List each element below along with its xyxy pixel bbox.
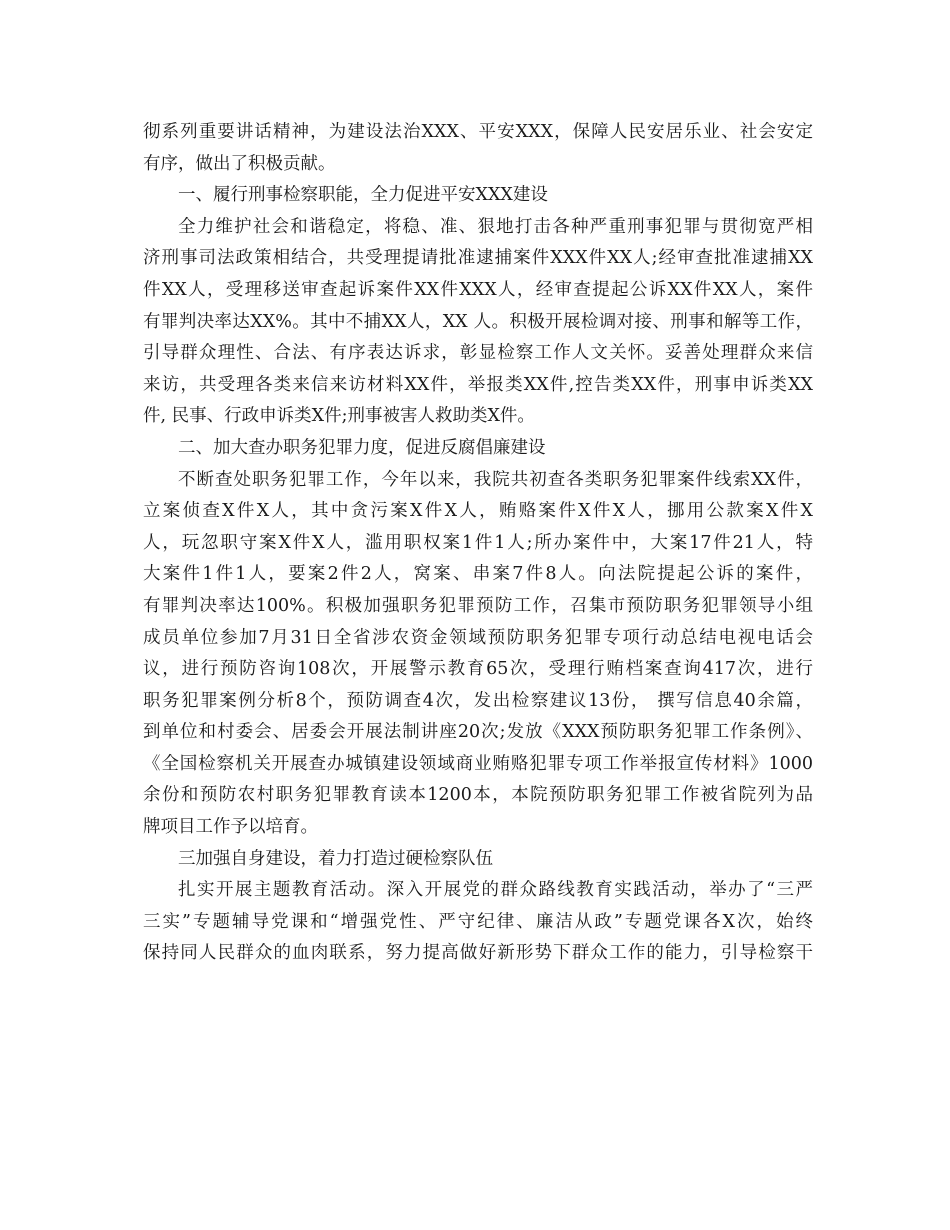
text-line: 三加强自身建设，着力打造过硬检察队伍 [178,848,493,869]
text-line: 济刑事司法政策相结合，共受理提请批准逮捕案件XXX件XX人;经审查批准逮捕XX [143,248,813,269]
text-line: 立案侦查X件X人，其中贪污案X件X人，贿赂案件X件X人，挪用公款案X件X [143,501,813,522]
text-line: 二、加大查办职务犯罪力度，促进反腐倡廉建设 [178,437,546,458]
text-line: 全力维护社会和谐稳定，将稳、准、狠地打击各种严重刑事犯罪与贯彻宽严相 [178,216,813,237]
text-line: 彻系列重要讲话精神，为建设法治XXX、平安XXX，保障人民安居乐业、社会安定 [143,122,813,142]
text-line: 一、履行刑事检察职能，全力促进平安XXX建设 [178,185,548,206]
text-line: 人，玩忽职守案X件X人，滥用职权案1件1人;所办案件中，大案17件21人，特 [143,532,813,553]
text-line: 成员单位参加7月31日全省涉农资金领域预防职务犯罪专项行动总结电视电话会 [143,627,813,648]
text-line: 件XX人，受理移送审查起诉案件XX件XXX人，经审查提起公诉XX件XX人，案件 [143,279,813,300]
text-line: 大案件1件1人，要案2件2人，窝案、串案7件8人。向法院提起公诉的案件， [143,564,813,585]
text-line: 三实”专题辅导党课和“增强党性、严守纪律、廉洁从政”专题党课各X次，始终 [143,911,813,932]
text-line: 来访，共受理各类来信来访材料XX件，举报类XX件,控告类XX件，刑事申诉类XX [143,374,813,395]
text-line: 余份和预防农村职务犯罪教育读本1200本，本院预防职务犯罪工作被省院列为品 [143,785,813,806]
text-line: 《全国检察机关开展查办城镇建设领域商业贿赂犯罪专项工作举报宣传材料》1000 [143,753,813,774]
text-line: 职务犯罪案例分析8个，预防调查4次，发出检察建议13份， 撰写信息40余篇， [143,690,813,711]
text-line: 保持同人民群众的血肉联系，努力提高做好新形势下群众工作的能力，引导检察干 [143,943,813,964]
document-body [143,117,813,970]
text-line: 牌项目工作予以培育。 [143,817,318,838]
text-line: 引导群众理性、合法、有序表达诉求，彰显检察工作人文关怀。妥善处理群众来信 [143,343,813,364]
text-line: 议，进行预防咨询108次，开展警示教育65次，受理行贿档案查询417次，进行 [143,659,813,680]
text-line: 有序，做出了积极贡献。 [143,153,336,174]
text-line: 有罪判决率达100%。积极加强职务犯罪预防工作，召集市预防职务犯罪领导小组 [143,595,813,616]
text-line: 到单位和村委会、居委会开展法制讲座20次;发放《XXX预防职务犯罪工作条例》、 [143,722,813,743]
text-line: 扎实开展主题教育活动。深入开展党的群众路线教育实践活动，举办了“三严 [178,880,813,901]
text-line: 有罪判决率达XX%。其中不捕XX人，XX 人。积极开展检调对接、刑事和解等工作， [143,311,813,332]
text-line: 不断查处职务犯罪工作，今年以来，我院共初查各类职务犯罪案件线索XX件， [178,469,813,490]
text-line: 件, 民事、行政申诉类X件;刑事被害人救助类X件。 [143,406,535,427]
